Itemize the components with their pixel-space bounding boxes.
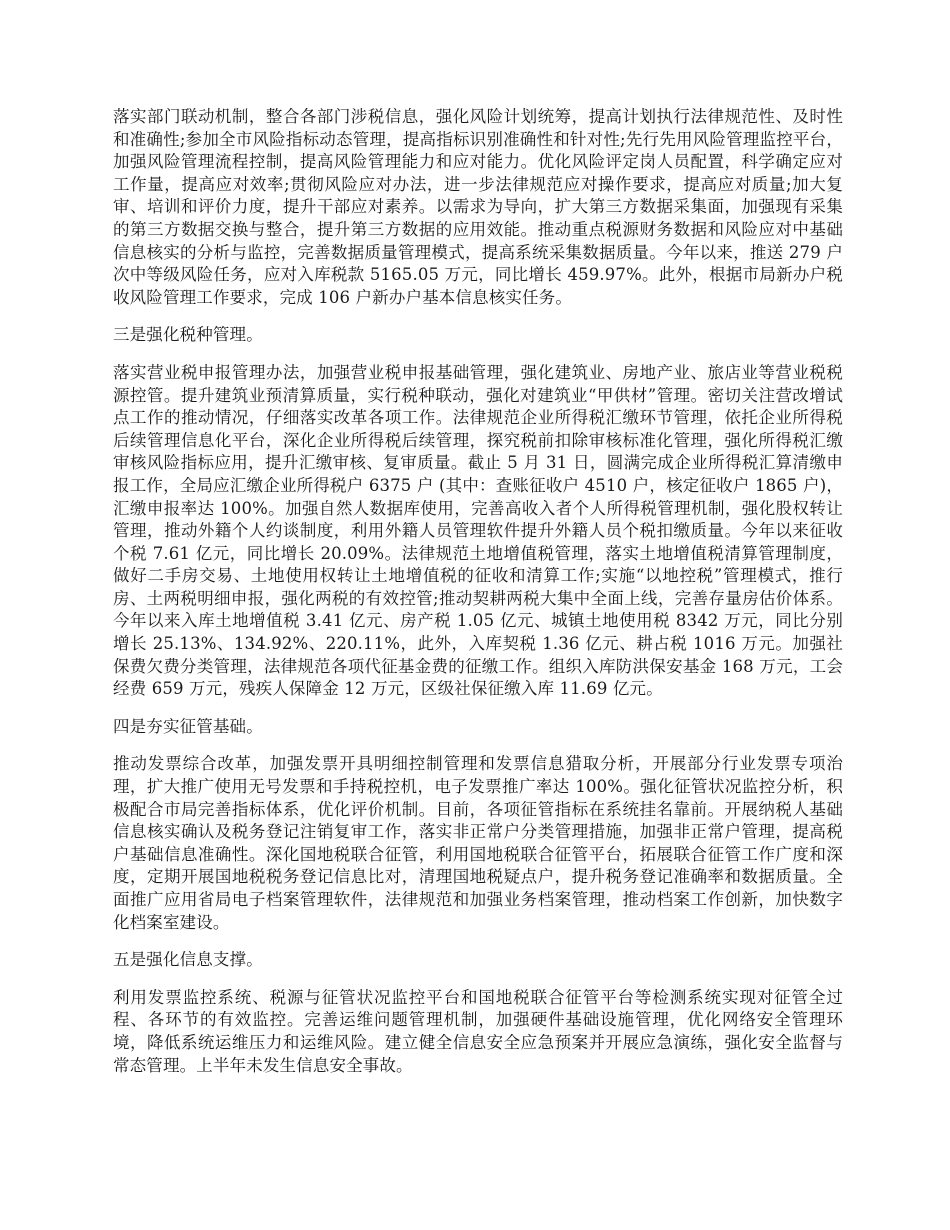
document-body [113,106,843,1092]
section-heading-collection-basics: 四是夯实征管基础。 [113,716,263,736]
paragraph-tax-types: 落实营业税申报管理办法，加强营业税申报基础管理，强化建筑业、房地产业、旅店业等营业税税源控管。提升建筑业预清算质量，实行税种联动，强化对建筑业“甲供材”管理。密切关注营改增试点工作的推动情况，仔细落实改革各项工作。法律规范企业所得税汇缴环节管理，依托企业所得税后续管理信息化平台，深化企业所得税后续管理，探究税前扣除审核标准化管理，强化所得税汇缴审核风险指标应用，提升汇缴审核、复审质量。截止 5 月 31 日，圆满完成企业所得税汇算清缴申报工作，全局应汇缴企业所得税户 6375 户 (其中：查账征收户 4510 户，核定征收户 1865 户)，汇缴申报率达 100%。加强自然人数据库使用，完善高收入者个人所得税管理机制，强化股权转让管理，推动外籍个人约谈制度，利用外籍人员管理软件提升外籍人员个税扣缴质量。今年以来征收个税 7.61 亿元，同比增长 20.09%。法律规范土地增值税管理，落实土地增值税清算管理制度，做好二手房交易、土地使用权转让土地增值税的征收和清算工作;实施“以地控税”管理模式，推行房、土两税明细申报，强化两税的有效控管;推动契耕两税大集中全面上线，完善存量房估价体系。今年以来入库土地增值税 3.41 亿元、房产税 1.05 亿元、城镇土地使用税 8342 万元，同比分别增长 25.13%、134.92%、220.11%，此外，入库契税 1.36 亿元、耕占税 1016 万元。加强社保费欠费分类管理，法律规范各项代征基金费的征缴工作。组织入库防洪保安基金 168 万元，工会经费 659 万元，残疾人保障金 12 万元，区级社保征缴入库 11.69 亿元。 [113,362,843,699]
paragraph-information-support: 利用发票监控系统、税源与征管状况监控平台和国地税联合征管平台等检测系统实现对征管全过程、各环节的有效监控。完善运维问题管理机制，加强硬件基础设施管理，优化网络安全管理环境，降低系统运维压力和运维风险。建立健全信息安全应急预案并开展应急演练，强化安全监督与常态管理。上半年未发生信息安全事故。 [113,987,843,1075]
section-heading-information-support: 五是强化信息支撑。 [113,950,263,970]
section-heading-tax-types: 三是强化税种管理。 [113,325,263,345]
paragraph-risk-management: 落实部门联动机制，整合各部门涉税信息，强化风险计划统筹，提高计划执行法律规范性、及时性和准确性;参加全市风险指标动态管理，提高指标识别准确性和针对性;先行先用风险管理监控平台，加强风险管理流程控制，提高风险管理能力和应对能力。优化风险评定岗人员配置，科学确定应对工作量，提高应对效率;贯彻风险应对办法，进一步法律规范应对操作要求，提高应对质量;加大复审、培训和评价力度，提升干部应对素养。以需求为导向，扩大第三方数据采集面，加强现有采集的第三方数据交换与整合，提升第三方数据的应用效能。推动重点税源财务数据和风险应对中基础信息核实的分析与监控，完善数据质量管理模式，提高系统采集数据质量。今年以来，推送 279 户次中等级风险任务，应对入库税款 5165.05 万元，同比增长 459.97%。此外，根据市局新办户税收风险管理工作要求，完成 106 户新办户基本信息核实任务。 [113,107,843,307]
paragraph-collection-basics: 推动发票综合改革，加强发票开具明细控制管理和发票信息猎取分析，开展部分行业发票专项治理，扩大推广使用无号发票和手持税控机，电子发票推广率达 100%。强化征管状况监控分析，积极配合市局完善指标体系，优化评价机制。目前，各项征管指标在系统挂名靠前。开展纳税人基础信息核实确认及税务登记注销复审工作，落实非正常户分类管理措施，加强非正常户管理，提高税户基础信息准确性。深化国地税联合征管，利用国地税联合征管平台，拓展联合征管工作广度和深度，定期开展国地税税务登记信息比对，清理国地税疑点户，提升税务登记准确率和数据质量。全面推广应用省局电子档案管理软件，法律规范和加强业务档案管理，推动档案工作创新，加快数字化档案室建设。 [113,754,843,932]
